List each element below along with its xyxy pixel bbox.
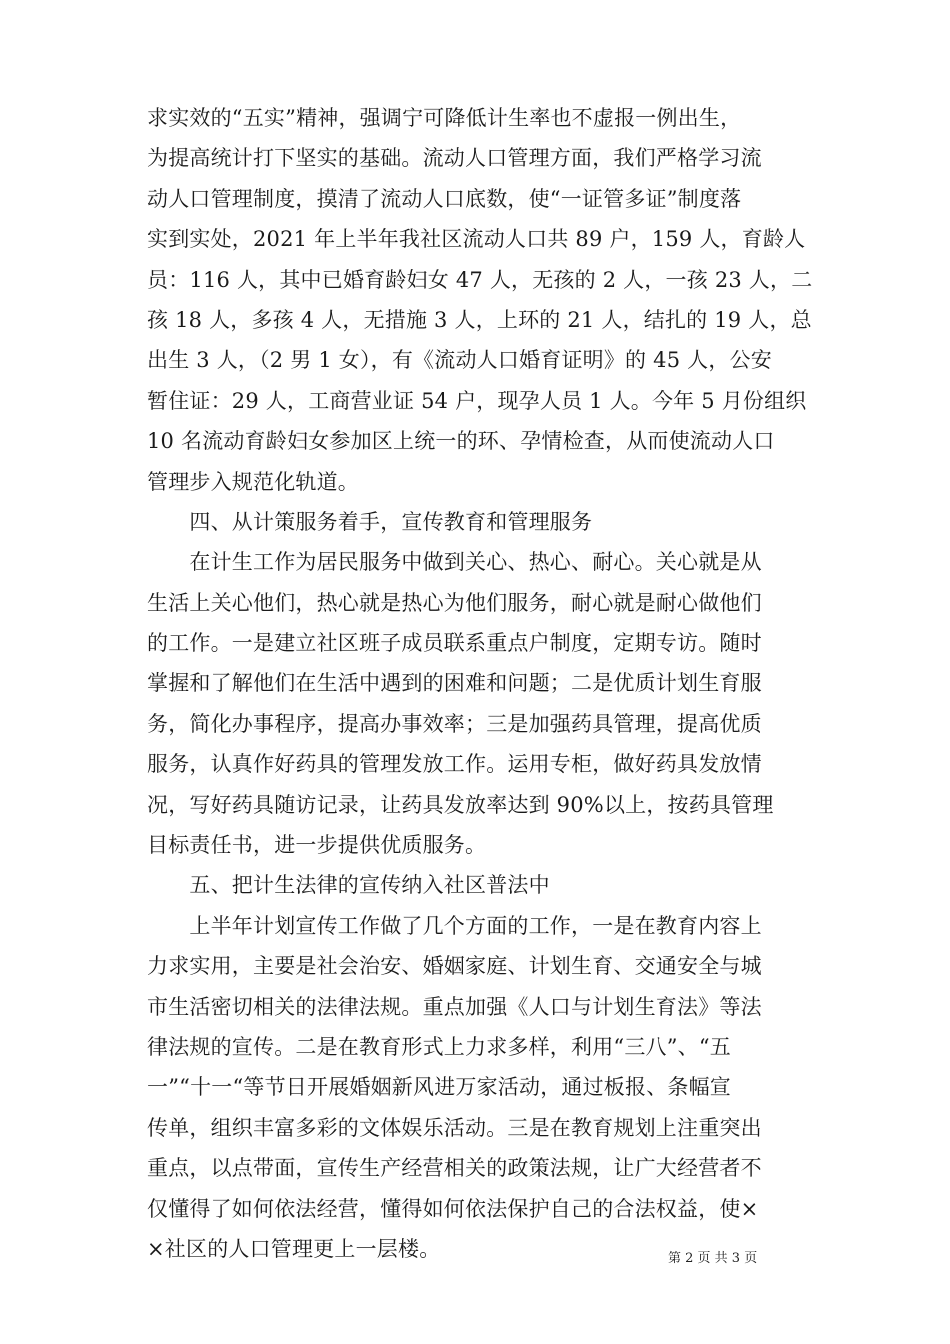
- text-line: 10 名流动育龄妇女参加区上统一的环、孕情检查，从而使流动人口: [147, 429, 775, 454]
- text-line: 求实效的“五实”精神，强调宁可降低计生率也不虚报一例出生，: [147, 106, 742, 130]
- text-line: 员：116 人，其中已婚育龄妇女 47 人，无孩的 2 人，一孩 23 人，二: [147, 267, 813, 292]
- text-line: 目标责任书，进一步提供优质服务。: [147, 833, 487, 858]
- text-line: 仅懂得了如何依法经营，懂得如何依法保护自己的合法权益，使×: [147, 1196, 759, 1221]
- text-line: 一”“十一“等节日开展婚姻新风进万家活动，通过板报、条幅宣: [147, 1075, 732, 1100]
- text-line: 力求实用，主要是社会治安、婚姻家庭、计划生育、交通安全与城: [147, 954, 762, 979]
- text-line: 务，简化办事程序，提高办事效率；三是加强药具管理，提高优质: [147, 711, 762, 736]
- text-line: 动人口管理制度，摸清了流动人口底数，使“一证管多证”制度落: [147, 186, 742, 211]
- text-line: 况，写好药具随访记录，让药具发放率达到 90%以上，按药具管理: [147, 792, 774, 817]
- text-line: 出生 3 人，（2 男 1 女），有《流动人口婚育证明》的 45 人，公安: [147, 348, 772, 373]
- text-line: 律法规的宣传。二是在教育形式上力求多样，利用“三八”、“五: [147, 1034, 732, 1059]
- text-line: 孩 18 人，多孩 4 人，无措施 3 人，上环的 21 人，结扎的 19 人，总: [147, 307, 812, 332]
- document-body: [147, 98, 813, 1269]
- text-line: 暂住证：29 人，工商营业证 54 户，现孕人员 1 人。今年 5 月份组织: [147, 388, 807, 413]
- text-line: 重点，以点带面，宣传生产经营相关的政策法规，让广大经营者不: [147, 1156, 762, 1181]
- text-line: 实到实处，2021 年上半年我社区流动人口共 89 户，159 人，育龄人: [147, 227, 806, 252]
- section-heading: 四、从计策服务着手，宣传教育和管理服务: [147, 509, 593, 534]
- text-line: 服务，认真作好药具的管理发放工作。运用专柜，做好药具发放情: [147, 752, 762, 777]
- text-line: 生活上关心他们，热心就是热心为他们服务，耐心就是耐心做他们: [147, 590, 762, 615]
- text-line: 掌握和了解他们在生活中遇到的困难和问题；二是优质计划生育服: [147, 671, 762, 696]
- text-line: 市生活密切相关的法律法规。重点加强《人口与计划生育法》等法: [147, 994, 762, 1019]
- text-line: 在计生工作为居民服务中做到关心、热心、耐心。关心就是从: [147, 550, 762, 575]
- text-line: 上半年计划宣传工作做了几个方面的工作，一是在教育内容上: [147, 913, 762, 938]
- text-line: 为提高统计打下坚实的基础。流动人口管理方面，我们严格学习流: [147, 146, 762, 171]
- text-line: 传单，组织丰富多彩的文体娱乐活动。三是在教育规划上注重突出: [147, 1115, 762, 1140]
- text-line: ×社区的人口管理更上一层楼。: [147, 1236, 441, 1261]
- page-number: 第 2 页 共 3 页: [668, 1251, 758, 1266]
- text-line: 的工作。一是建立社区班子成员联系重点户制度，定期专访。随时: [147, 631, 762, 656]
- text-line: 管理步入规范化轨道。: [147, 469, 359, 494]
- section-heading: 五、把计生法律的宣传纳入社区普法中: [147, 873, 550, 898]
